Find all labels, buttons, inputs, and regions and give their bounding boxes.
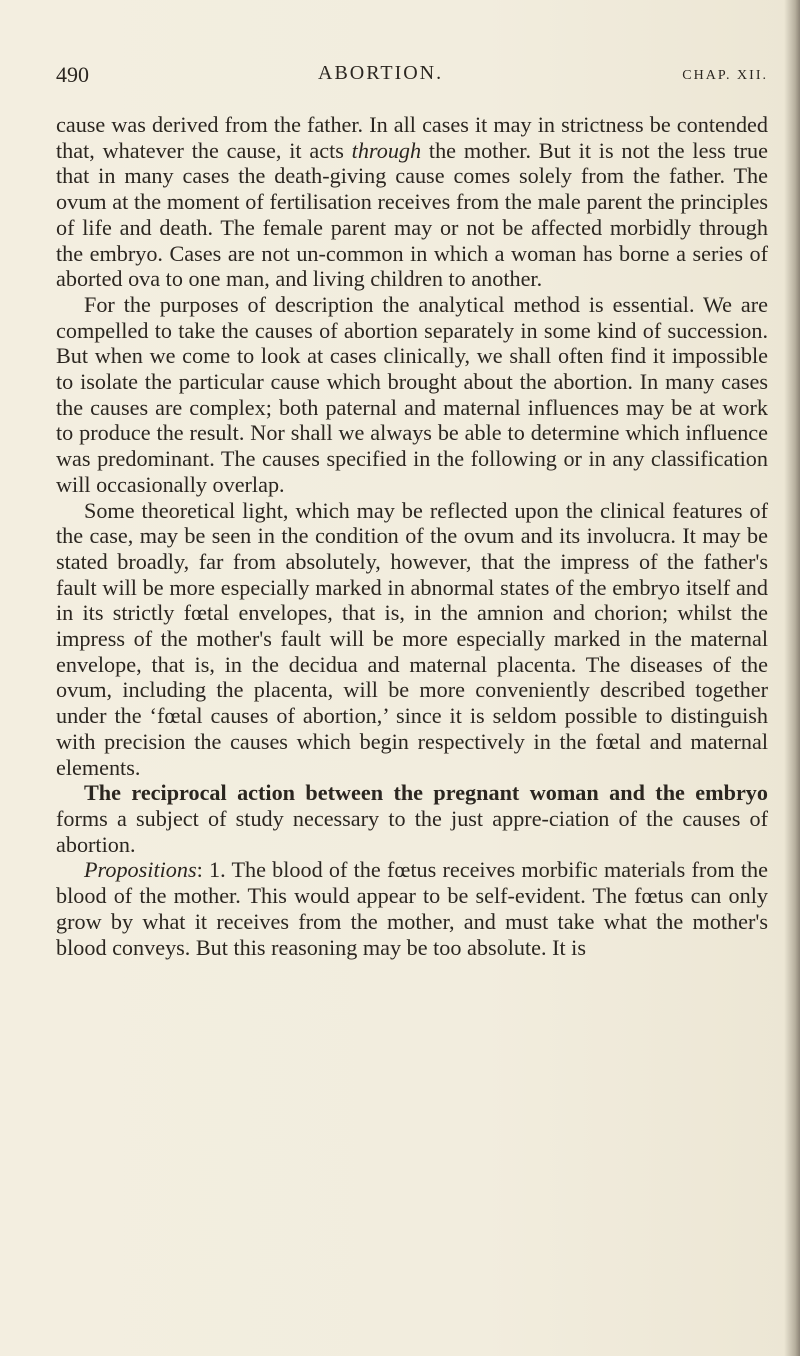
paragraph-4 xyxy=(56,780,768,857)
paragraph-1-part-a: cause was derived from the father. In all cases it may in strictness be contended that, whatever the cause, it acts xyxy=(56,112,768,163)
propositions-heading: Propositions xyxy=(84,857,197,883)
paragraph-2: For the purposes of description the analytical method is essential. We are compelled to take the causes of abortion separately in some kind of succession. But when we come to look at cases clinically, we shall often find it impossible to isolate the particular cause which brought about the abortion. In many cases the causes are complex; both paternal and maternal influences may be at work to produce the result. Nor shall we always be able to determine which influence was predominant. The causes specified in the following or in any classification will occasionally overlap. xyxy=(56,291,768,497)
body-text xyxy=(56,112,768,960)
paragraph-5-rest: : 1. The blood of the fœtus receives morbific materials from the blood of the mother. This would appear to be self-evident. The fœtus can only grow by what it receives from the mother, and must take what the mother's blood conveys. But this reasoning may be too absolute. It is xyxy=(56,857,768,960)
paragraph-1-part-b: the mother. But it is not the less true that in many cases the death-giving cause comes solely from the father. The ovum at the moment of fertilisation receives from the male parent the principles of life and death. The female parent may or not be affected morbidly through the embryo. Cases are not un-common in which a woman has borne a series of aborted ova to one man, and living children to another. xyxy=(56,137,768,292)
paragraph-1 xyxy=(56,112,768,292)
paragraph-4-bold-lead: The reciprocal action between the pregnant woman and the embryo xyxy=(84,780,768,806)
paragraph-3: Some theoretical light, which may be reflected upon the clinical features of the case, may be seen in the condition of the ovum and its involucra. It may be stated broadly, far from absolutely, however, that the impress of the father's fault will be more especially marked in abnormal states of the embryo itself and in its strictly fœtal envelopes, that is, in the amnion and chorion; whilst the impress of the mother's fault will be more especially marked in the maternal envelope, that is, in the decidua and maternal placenta. The diseases of the ovum, including the placenta, will be more conveniently described together under the ‘fœtal causes of abortion,’ since it is seldom possible to distinguish with precision the causes which begin respectively in the fœtal and maternal elements. xyxy=(56,497,768,780)
running-title: ABORTION. xyxy=(318,62,444,84)
page-edge-shadow xyxy=(784,0,800,1356)
chapter-label: CHAP. XII. xyxy=(682,68,768,83)
emphasis-through: through xyxy=(351,137,422,163)
paragraph-4-rest: forms a subject of study necessary to the just appre-ciation of the causes of abortion. xyxy=(56,805,768,857)
page-number: 490 xyxy=(56,62,89,87)
paragraph-5 xyxy=(56,857,768,960)
running-head xyxy=(56,50,768,90)
